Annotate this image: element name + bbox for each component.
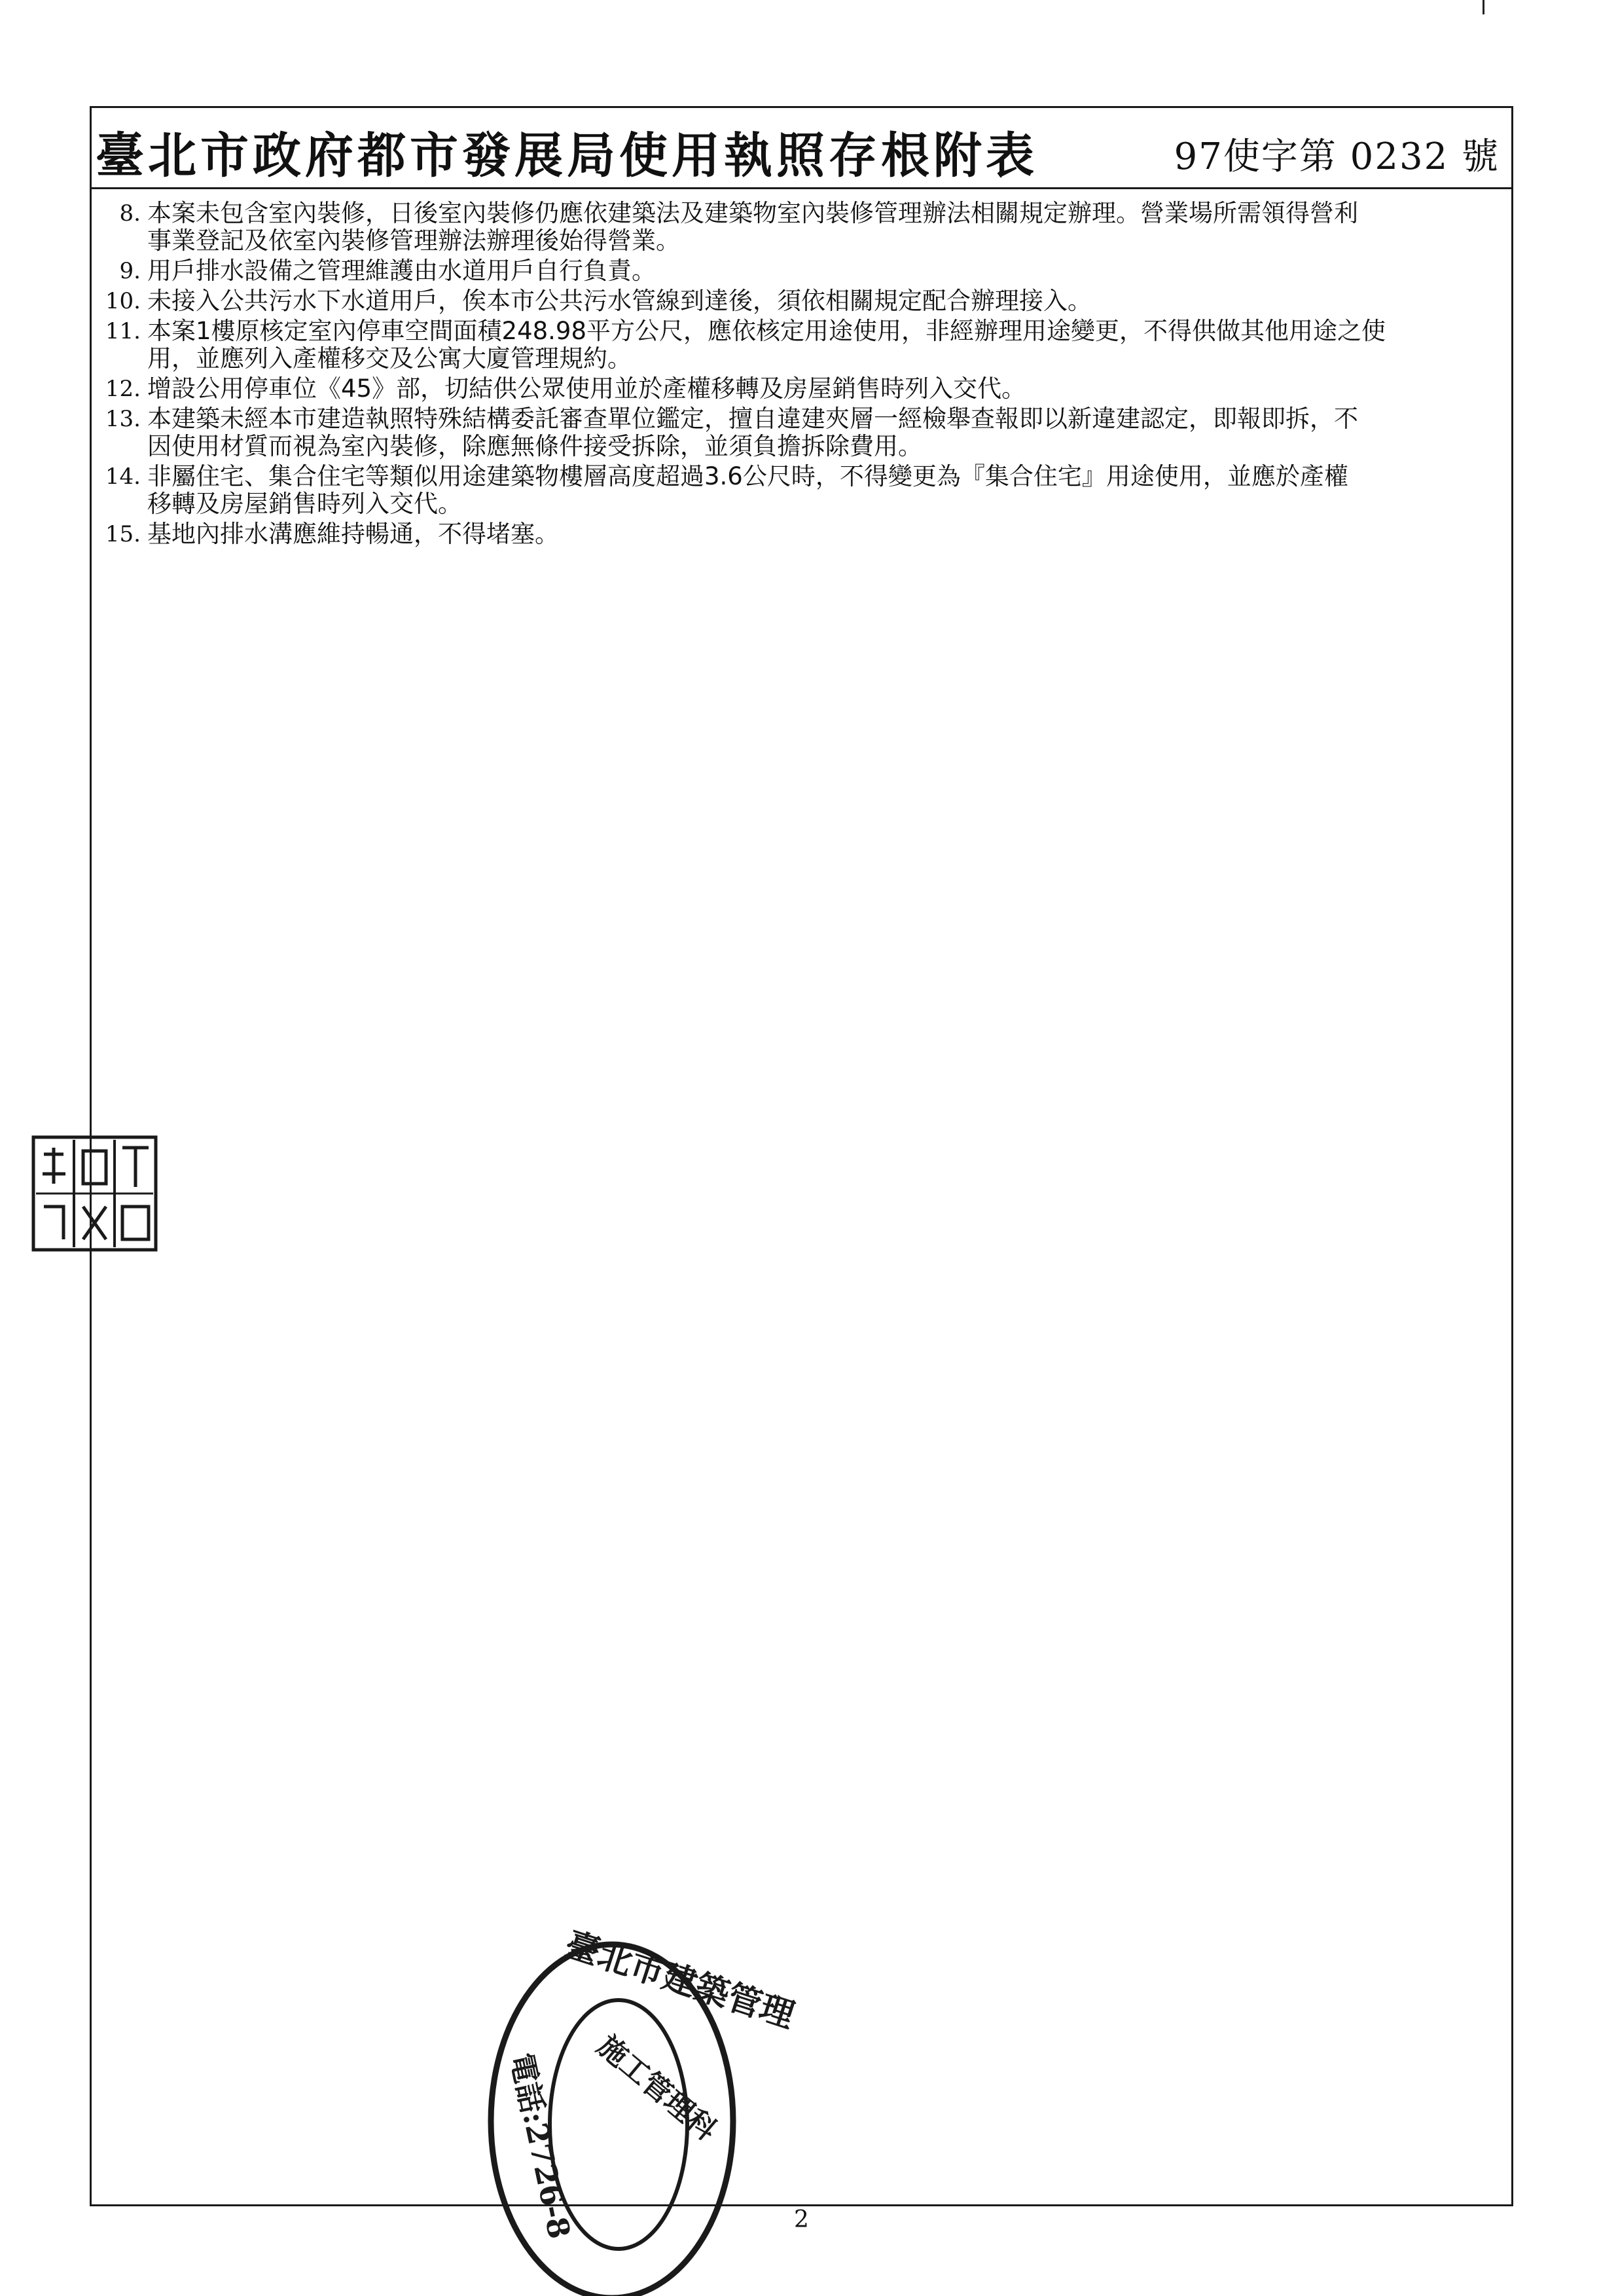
- condition-item: [105, 257, 1509, 285]
- round-official-seal: [471, 1899, 800, 2296]
- condition-item: [105, 520, 1509, 548]
- condition-line: 用，並應列入產權移交及公寓大廈管理規約。: [147, 344, 632, 373]
- condition-item: [105, 405, 1509, 460]
- condition-line: 本案1樓原核定室內停車空間面積248.98平方公尺，應依核定用途使用，非經辦理用途變更，不得供做其他用途之使: [147, 317, 1386, 345]
- condition-text: [147, 375, 1509, 403]
- condition-line: 本案未包含室內裝修，日後室內裝修仍應依建築法及建築物室內裝修管理辦法相關規定辦理。營業場所需領得營利: [147, 199, 1358, 227]
- condition-line: 未接入公共污水下水道用戶，俟本市公共污水管線到達後，須依相關規定配合辦理接入。: [147, 287, 1092, 315]
- condition-line: 移轉及房屋銷售時列入交代。: [147, 490, 462, 518]
- condition-line: 非屬住宅、集合住宅等類似用途建築物樓層高度超過3.6公尺時，不得變更為『集合住宅』用途使用，並應於產權: [147, 462, 1348, 490]
- condition-line: 本建築未經本市建造執照特殊結構委託審查單位鑑定，擅自違建夾層一經檢舉查報即以新違建認定，即報即拆，不: [147, 405, 1358, 433]
- condition-item: [105, 463, 1509, 518]
- condition-item: [105, 287, 1509, 315]
- page-number: 2: [794, 2206, 809, 2233]
- svg-text:電話:2726-8: 電話:2726-8: [503, 2050, 577, 2242]
- condition-number: 13.: [105, 406, 141, 432]
- condition-item: [105, 200, 1509, 255]
- svg-text:施工管理科: 施工管理科: [590, 2029, 723, 2147]
- condition-number: 11.: [105, 318, 141, 344]
- condition-text: [147, 463, 1509, 518]
- condition-text: [147, 520, 1509, 548]
- condition-number: 10.: [105, 288, 141, 314]
- condition-text: [147, 405, 1509, 460]
- condition-number: 8.: [119, 200, 141, 227]
- condition-line: 用戶排水設備之管理維護由水道用戶自行負責。: [147, 257, 656, 285]
- side-stamp-seal: [31, 1135, 158, 1252]
- condition-number: 12.: [105, 376, 141, 402]
- condition-text: [147, 318, 1509, 373]
- document-number: 97使字第 0232 號: [1174, 136, 1500, 178]
- condition-text: [147, 287, 1509, 315]
- condition-item: [105, 375, 1509, 403]
- condition-number: 14.: [105, 464, 141, 490]
- scan-mark: [1483, 0, 1484, 14]
- conditions-list: [105, 200, 1509, 551]
- condition-text: [147, 257, 1509, 285]
- document-header: [92, 108, 1511, 189]
- condition-line: 因使用材質而視為室內裝修，除應無條件接受拆除，並須負擔拆除費用。: [147, 432, 922, 460]
- condition-item: [105, 318, 1509, 373]
- condition-number: 15.: [105, 521, 141, 547]
- document-frame: [90, 106, 1513, 2233]
- condition-text: [147, 200, 1509, 255]
- condition-number: 9.: [119, 258, 141, 284]
- svg-text:臺北市建築管理: 臺北市建築管理: [560, 1924, 800, 2036]
- condition-line: 增設公用停車位《45》部，切結供公眾使用並於產權移轉及房屋銷售時列入交代。: [147, 374, 1026, 403]
- condition-line: 事業登記及依室內裝修管理辦法辦理後始得營業。: [147, 227, 680, 255]
- document-title: 臺北市政府都市發展局使用執照存根附表: [96, 128, 1038, 184]
- condition-line: 基地內排水溝應維持暢通，不得堵塞。: [147, 520, 559, 548]
